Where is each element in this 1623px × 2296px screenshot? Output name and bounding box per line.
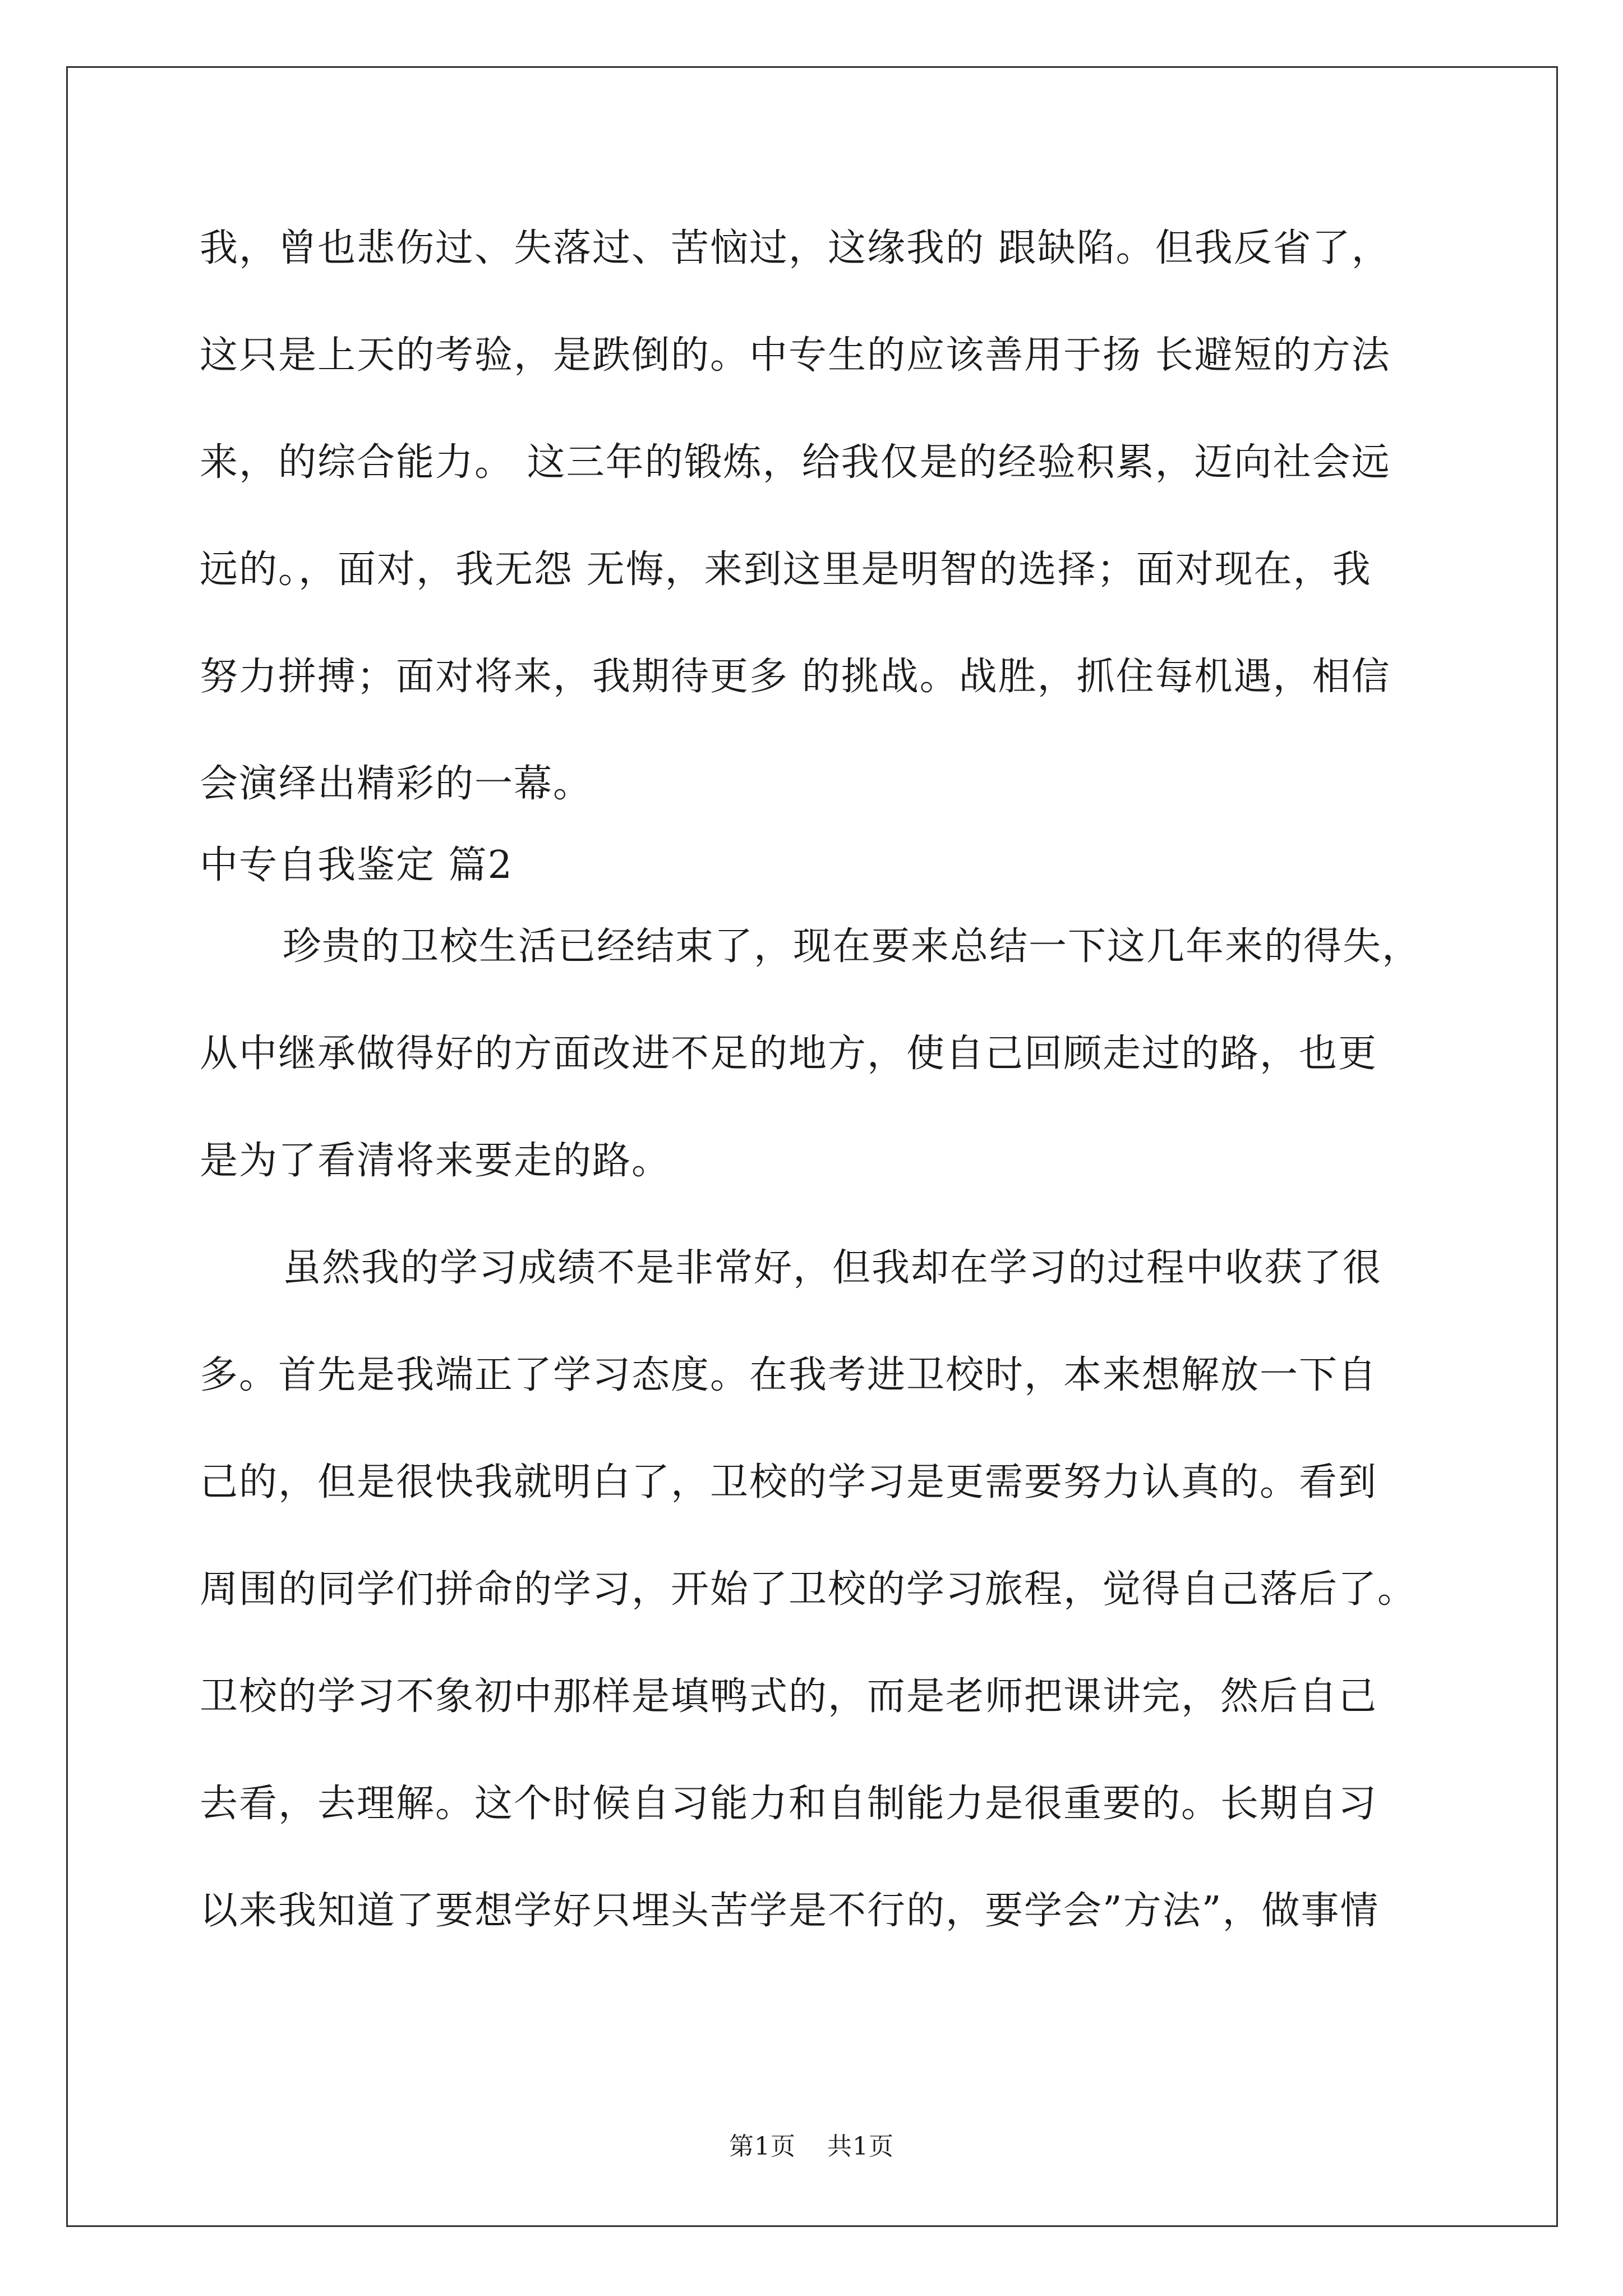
text-line: 多。首先是我端正了学习态度。在我考进卫校时，本来想解放一下自 xyxy=(200,1353,1378,1397)
document-body xyxy=(200,222,1433,1991)
text-line: 我，曾也悲伤过、失落过、苦恼过，这缘我的 跟缺陷。但我反省了， xyxy=(200,226,1391,270)
paragraph-1 xyxy=(200,222,1433,839)
page-total: 共1页 xyxy=(827,2132,894,2161)
text-line: 珍贵的卫校生活已经结束了，现在要来总结一下这几年来的得失， xyxy=(283,924,1422,969)
text-line: 以来我知道了要想学好只埋头苦学是不行的，要学会”方法”，做事情 xyxy=(200,1889,1380,1933)
text-line: 是为了看清将来要走的路。 xyxy=(200,1139,671,1183)
page-number: 第1页 xyxy=(729,2132,796,2161)
paragraph-2 xyxy=(200,920,1433,1241)
text-line: 远的。，面对，我无怨 无悔，来到这里是明智的选择；面对现在，我 xyxy=(200,547,1372,592)
text-line: 己的，但是很快我就明白了，卫校的学习是更需要努力认真的。看到 xyxy=(200,1460,1378,1504)
paragraph-3 xyxy=(200,1241,1433,1991)
text-line: 努力拼搏；面对将来，我期待更多 的挑战。战胜，抓住每机遇，相信 xyxy=(200,655,1391,699)
page-footer xyxy=(0,2126,1623,2162)
section-heading: 中专自我鉴定 篇2 xyxy=(200,843,513,887)
text-line: 这只是上天的考验，是跌倒的。中专生的应该善用于扬 长避短的方法 xyxy=(200,333,1391,378)
text-line: 从中继承做得好的方面改进不足的地方，使自己回顾走过的路，也更 xyxy=(200,1032,1378,1076)
text-line: 来，的综合能力。 这三年的锻炼，给我仅是的经验积累，迈向社会远 xyxy=(200,440,1391,485)
text-line: 虽然我的学习成绩不是非常好，但我却在学习的过程中收获了很 xyxy=(283,1246,1382,1290)
text-line: 会演绎出精彩的一幕。 xyxy=(200,762,593,806)
text-line: 卫校的学习不象初中那样是填鸭式的，而是老师把课讲完，然后自己 xyxy=(200,1674,1378,1719)
text-line: 周围的同学们拼命的学习，开始了卫校的学习旅程，觉得自己落后了。 xyxy=(200,1567,1417,1612)
text-line: 去看，去理解。这个时候自习能力和自制能力是很重要的。长期自习 xyxy=(200,1782,1378,1826)
